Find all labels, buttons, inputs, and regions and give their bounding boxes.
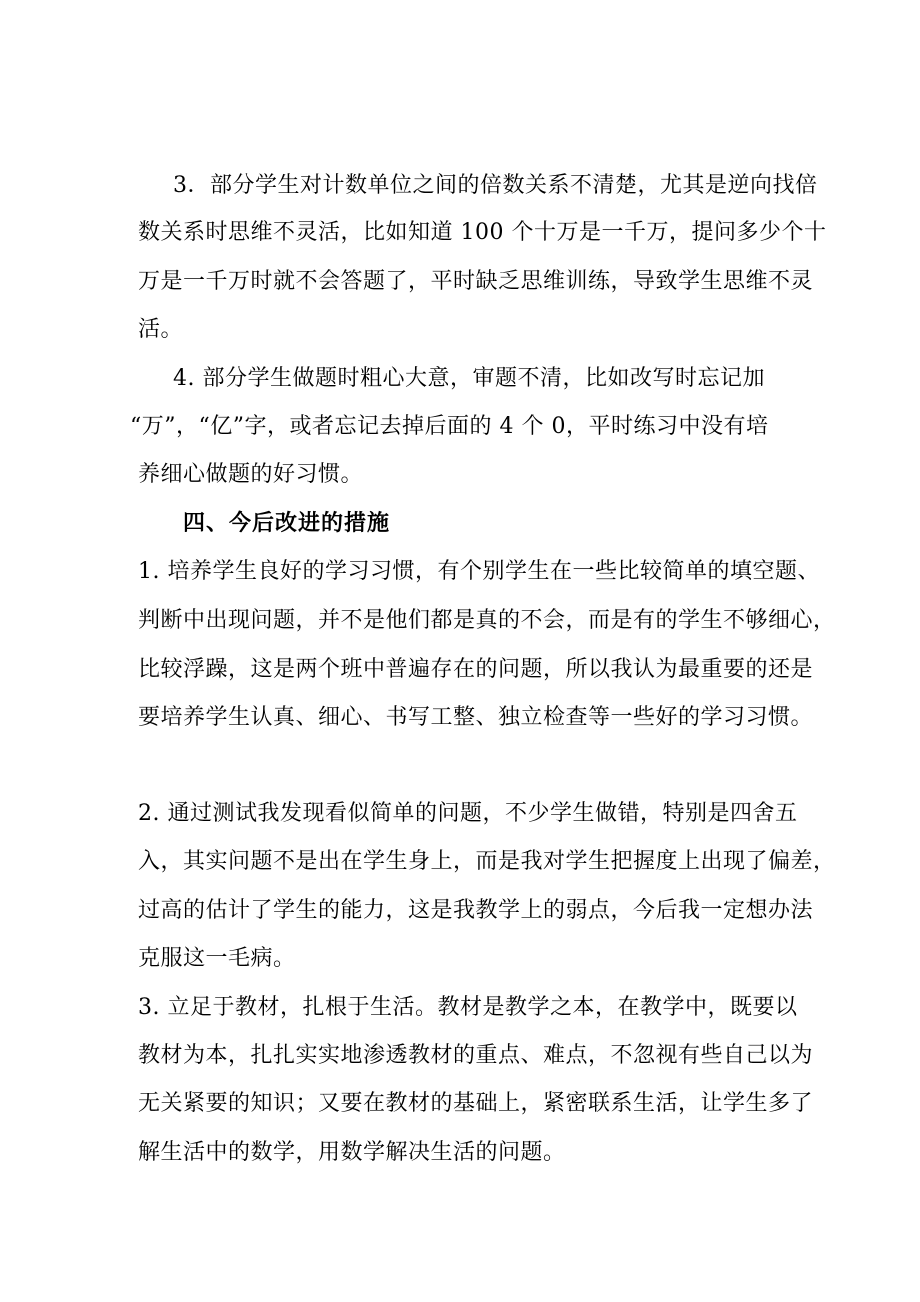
text-line: 数关系时思维不灵活，比如知道 100 个十万是一千万，提问多少个十 <box>138 220 827 245</box>
text-line: 3．部分学生对计数单位之间的倍数关系不清楚，尤其是逆向找倍 <box>173 173 818 198</box>
text-line: 要培养学生认真、细心、书写工整、独立检查等一些好的学习习惯。 <box>138 705 814 730</box>
text-line: 4. 部分学生做题时粗心大意，审题不清，比如改写时忘记加 <box>173 366 765 391</box>
text-line: 活。 <box>138 317 184 342</box>
text-line: 2. 通过测试我发现看似简单的问题，不少学生做错，特别是四舍五 <box>138 801 798 826</box>
text-line: 过高的估计了学生的能力，这是我教学上的弱点，今后我一定想办法 <box>138 898 814 923</box>
text-line: 无关紧要的知识；又要在教材的基础上，紧密联系生活，让学生多了 <box>138 1091 814 1116</box>
section-heading: 四、今后改进的措施 <box>183 511 391 536</box>
text-line: 万是一千万时就不会答题了，平时缺乏思维训练，导致学生思维不灵 <box>138 269 814 294</box>
text-line: 解生活中的数学，用数学解决生活的问题。 <box>138 1140 566 1165</box>
text-line: 1. 培养学生良好的学习习惯，有个别学生在一些比较简单的填空题、 <box>138 559 820 584</box>
text-line: 养细心做题的好习惯。 <box>138 462 364 487</box>
text-line: 判断中出现问题，并不是他们都是真的不会，而是有的学生不够细心， <box>138 608 836 633</box>
text-line: 比较浮躁，这是两个班中普遍存在的问题，所以我认为最重要的还是 <box>138 657 814 682</box>
text-line: 教材为本，扎扎实实地渗透教材的重点、难点，不忽视有些自己以为 <box>138 1043 814 1068</box>
text-line: 3. 立足于教材，扎根于生活。教材是教学之本，在教学中，既要以 <box>138 995 798 1020</box>
text-line: 克服这一毛病。 <box>138 946 296 971</box>
text-line: “万”，“亿”字，或者忘记去掉后面的 4 个 0，平时练习中没有培 <box>130 414 769 439</box>
text-line: 入，其实问题不是出在学生身上，而是我对学生把握度上出现了偏差， <box>138 849 836 874</box>
